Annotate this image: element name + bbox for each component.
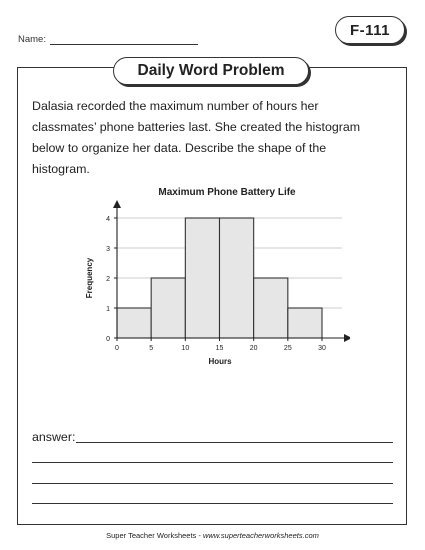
problem-line: histogram. xyxy=(32,162,90,176)
y-tick-label: 4 xyxy=(106,216,110,223)
answer-label: answer: xyxy=(32,430,76,444)
problem-text xyxy=(32,96,398,180)
histogram-bar xyxy=(185,218,219,338)
chart-title: Maximum Phone Battery Life xyxy=(158,187,296,198)
answer-line[interactable] xyxy=(32,483,393,484)
x-tick-label: 10 xyxy=(181,345,190,352)
histogram-bar xyxy=(220,218,254,338)
x-axis-arrow-icon xyxy=(344,334,350,342)
histogram-bar xyxy=(151,278,185,338)
problem-line: Dalasia recorded the maximum number of hours her xyxy=(32,99,319,113)
answer-line[interactable] xyxy=(32,462,393,463)
y-tick-label: 3 xyxy=(106,246,110,253)
answer-line[interactable] xyxy=(32,503,393,504)
footer-link[interactable]: www.superteacherworksheets.com xyxy=(202,531,319,540)
x-tick-label: 15 xyxy=(215,345,224,352)
x-tick-label: 0 xyxy=(115,345,119,352)
footer-brand: Super Teacher Worksheets - xyxy=(106,531,203,540)
x-tick-label: 30 xyxy=(318,345,326,352)
x-tick-label: 25 xyxy=(283,345,292,352)
worksheet-code: F-111 xyxy=(349,21,391,39)
x-tick-label: 20 xyxy=(249,345,258,352)
y-tick-label: 0 xyxy=(106,336,110,343)
histogram-chart xyxy=(80,180,350,370)
page-title: Daily Word Problem xyxy=(137,62,285,79)
y-tick-label: 2 xyxy=(106,276,110,283)
histogram-bar xyxy=(288,308,322,338)
x-tick-label: 5 xyxy=(149,345,154,352)
y-axis-label: Frequency xyxy=(85,257,94,299)
footer xyxy=(0,531,425,540)
y-tick-label: 1 xyxy=(106,306,110,313)
worksheet-code-badge xyxy=(335,16,405,44)
y-axis-arrow-icon xyxy=(113,200,121,208)
x-axis-label: Hours xyxy=(208,357,232,366)
title-badge xyxy=(113,57,309,85)
answer-line[interactable] xyxy=(76,442,393,443)
name-label: Name: xyxy=(18,34,46,45)
histogram-bar xyxy=(117,308,151,338)
histogram-bar xyxy=(254,278,288,338)
problem-line: classmates’ phone batteries last. She created the histogram xyxy=(32,120,361,134)
problem-line: below to organize her data. Describe the shape of the xyxy=(32,141,327,155)
name-field-line[interactable] xyxy=(50,44,198,45)
